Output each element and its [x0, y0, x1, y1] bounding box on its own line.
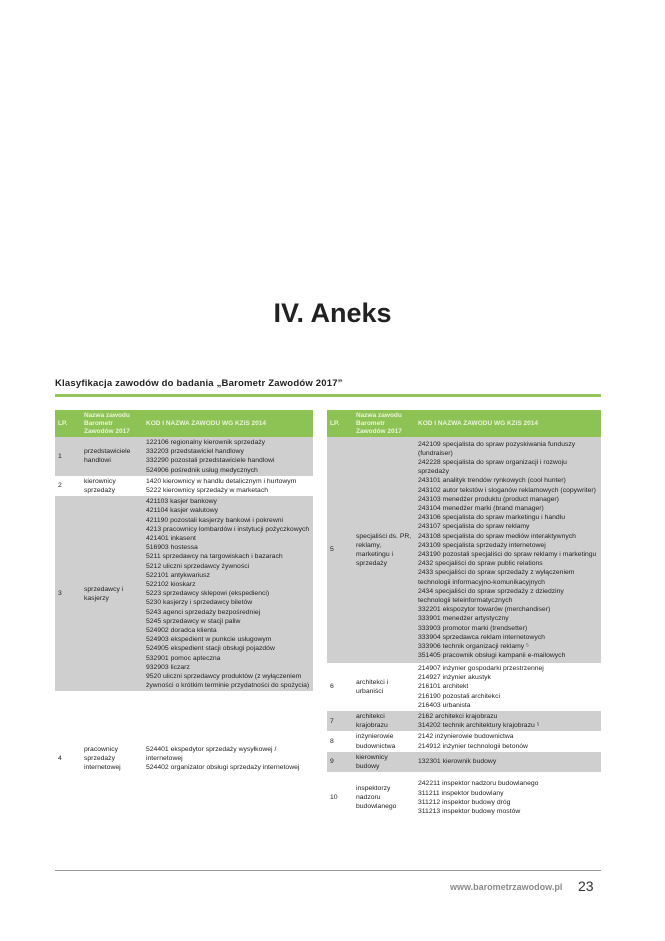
- occupation-code-line: 932903 liczarz: [146, 663, 190, 671]
- row-lp: 9: [327, 752, 353, 772]
- row-codes: [415, 772, 601, 824]
- table-header-row: [327, 410, 601, 437]
- table-row: [327, 772, 601, 824]
- row-occupation-name: sprzedawcy i kasjerzy: [81, 496, 143, 691]
- row-lp: 8: [327, 731, 353, 751]
- occupation-code-line: 5223 sprzedawcy sklepowi (ekspedienci): [146, 590, 270, 598]
- occupation-code-line: 243108 specjalista do spraw mediów interaktywnych: [418, 532, 576, 540]
- occupation-code-line: 243103 menedżer produktu (product manager): [418, 495, 559, 503]
- row-occupation-name: specjaliści ds. PR, reklamy, marketingu i sprzedaży: [353, 437, 415, 663]
- occupation-code-line: 311211 inspektor budowlany: [418, 789, 504, 797]
- occupation-code-line: 311213 inspektor budowy mostów: [418, 808, 521, 816]
- classification-table-right: [327, 410, 601, 824]
- row-lp: 3: [55, 496, 81, 691]
- row-occupation-name: pracownicy sprzedaży internetowej: [81, 691, 143, 825]
- occupation-code-line: 243104 menedżer marki (brand manager): [418, 504, 544, 512]
- occupation-code-line: 332203 przedstawiciel handlowy: [146, 448, 244, 456]
- row-codes: [415, 437, 601, 663]
- occupation-code-line: 5211 sprzedawcy na targowiskach i bazarach: [146, 553, 283, 561]
- occupation-code-line: 5243 agenci sprzedaży bezpośredniej: [146, 608, 261, 616]
- occupation-code-line: 243109 specjalista sprzedaży internetowej: [418, 541, 546, 549]
- page-title: IV. Aneks: [273, 298, 392, 328]
- table-row: [327, 711, 601, 731]
- occupation-code-line: 532901 pomoc apteczna: [146, 654, 221, 662]
- header-name: Nazwa zawodu Barometr Zawodów 2017: [353, 410, 415, 437]
- classification-table-left: [55, 410, 313, 825]
- table-row: [55, 496, 313, 691]
- row-codes: [143, 476, 313, 496]
- occupation-code-line: 5212 uliczni sprzedawcy żywności: [146, 562, 250, 570]
- header-codes: KOD I NAZWA ZAWODU WG KZiS 2014: [143, 410, 313, 437]
- table-row: [55, 476, 313, 496]
- table-caption: Klasyfikacja zawodów do badania „Barometr Zawodów 2017”: [55, 378, 343, 389]
- occupation-code-line: 5222 kierownicy sprzedaży w marketach: [146, 487, 269, 495]
- occupation-code-line: 2433 specjaliści do spraw sprzedaży z wyłączeniem technologii informacyjno-komunikacyjnych: [418, 569, 575, 586]
- occupation-code-line: 242228 specjalista do spraw organizacji i rozwoju sprzedaży: [418, 458, 567, 476]
- footer-divider: [55, 870, 601, 871]
- occupation-code-line: 2142 inżynierowie budownictwa: [418, 733, 514, 741]
- row-occupation-name: kierownicy sprzedaży: [81, 476, 143, 496]
- row-lp: 2: [55, 476, 81, 496]
- occupation-code-line: 214912 inżynier technologii betonów: [418, 742, 528, 750]
- occupation-code-line: 216403 urbanista: [418, 701, 471, 709]
- occupation-code-line: 132301 kierownik budowy: [418, 758, 497, 766]
- occupation-code-line: 5245 sprzedawcy w stacji paliw: [146, 617, 241, 625]
- row-occupation-name: architekci krajobrazu: [353, 711, 415, 731]
- header-lp: LP.: [55, 410, 81, 437]
- header-codes: KOD I NAZWA ZAWODU WG KZiS 2014: [415, 410, 601, 437]
- row-occupation-name: kierownicy budowy: [353, 752, 415, 772]
- table-header-row: [55, 410, 313, 437]
- row-lp: 6: [327, 663, 353, 711]
- occupation-code-line: 522102 kioskarz: [146, 581, 196, 589]
- table-row: [327, 663, 601, 711]
- row-lp: 1: [55, 437, 81, 476]
- occupation-code-line: 214927 inżynier akustyk: [418, 674, 491, 682]
- row-codes: [143, 691, 313, 825]
- row-occupation-name: architekci i urbaniści: [353, 663, 415, 711]
- occupation-code-line: 2434 specjaliści do spraw sprzedaży z dziedziny technologii teleinformatycznych: [418, 587, 564, 605]
- row-lp: 5: [327, 437, 353, 663]
- occupation-code-line: 351405 pracownik obsługi kampanii e-mailowych: [418, 652, 566, 660]
- occupation-code-line: 2162 architekci krajobrazu: [418, 713, 498, 721]
- occupation-code-line: 4213 pracownicy lombardów i instytucji pożyczkowych: [146, 525, 310, 533]
- table-row: [327, 752, 601, 772]
- occupation-code-line: 421401 inkasent: [146, 535, 196, 543]
- occupation-code-line: 421190 pozostali kasjerzy bankowi i pokrewni: [146, 516, 284, 524]
- occupation-code-line: 421103 kasjer bankowy: [146, 498, 217, 506]
- row-codes: [143, 496, 313, 691]
- occupation-code-line: 333903 promotor marki (trendsetter): [418, 624, 528, 632]
- occupation-code-line: 524906 pośrednik usług medycznych: [146, 466, 258, 474]
- occupation-code-line: 333901 menedżer artystyczny: [418, 615, 509, 623]
- row-codes: [415, 711, 601, 731]
- occupation-code-line: 333904 sprzedawca reklam internetowych: [418, 633, 545, 641]
- header-lp: LP.: [327, 410, 353, 437]
- occupation-code-line: 216101 architekt: [418, 683, 469, 691]
- occupation-code-line: 314202 technik architektury krajobrazu ⁵: [418, 722, 540, 730]
- occupation-code-line: 242211 inspektor nadzoru budowlanego: [418, 780, 539, 788]
- row-occupation-name: inżynierowie budownictwa: [353, 731, 415, 751]
- occupation-code-line: 243102 autor tekstów i sloganów reklamowych (copywriter): [418, 486, 596, 494]
- occupation-code-line: 524902 doradca klienta: [146, 627, 217, 635]
- occupation-code-line: 311212 inspektor budowy dróg: [418, 798, 511, 806]
- occupation-code-line: 522101 antykwariusz: [146, 571, 210, 579]
- row-occupation-name: przedstawiciele handlowi: [81, 437, 143, 476]
- row-codes: [415, 731, 601, 751]
- table-row: [55, 437, 313, 476]
- occupation-code-line: 524903 ekspedient w punkcie usługowym: [146, 636, 272, 644]
- occupation-code-line: 332201 ekspozytor towarów (merchandiser): [418, 606, 551, 614]
- occupation-code-line: 243190 pozostali specjaliści do spraw reklamy i marketingu: [418, 551, 597, 558]
- occupation-code-line: 1420 kierownicy w handlu detalicznym i hurtowym: [146, 477, 297, 485]
- divider: [55, 394, 601, 397]
- row-codes: [415, 752, 601, 772]
- footer-url[interactable]: www.barometrzawodow.pl: [450, 882, 563, 892]
- occupation-code-line: 243106 specjalista do spraw marketingu i handlu: [418, 514, 565, 522]
- page-number: 23: [578, 878, 594, 894]
- occupation-code-line: 243107 specjalista do spraw reklamy: [418, 523, 530, 531]
- occupation-code-line: 2432 specjaliści do spraw public relations: [418, 560, 543, 568]
- row-lp: 4: [55, 691, 81, 825]
- occupation-code-line: 332290 pozostali przedstawiciele handlowi: [146, 457, 275, 465]
- occupation-code-line: 242109 specjalista do spraw pozyskiwania funduszy (fundraiser): [418, 440, 576, 457]
- row-occupation-name: inspektorzy nadzoru budowlanego: [353, 772, 415, 824]
- occupation-code-line: 524402 organizator obsługi sprzedaży internetowej: [146, 764, 300, 772]
- row-codes: [415, 663, 601, 711]
- row-codes: [143, 437, 313, 476]
- table-row: [55, 691, 313, 825]
- occupation-code-line: 333906 technik organizacji reklamy ⁵: [418, 643, 529, 651]
- occupation-code-line: 5230 kasjerzy i sprzedawcy biletów: [146, 599, 253, 607]
- occupation-code-line: 216190 pozostali architekci: [418, 692, 500, 700]
- table-row: [327, 437, 601, 663]
- header-name: Nazwa zawodu Barometr Zawodów 2017: [81, 410, 143, 437]
- occupation-code-line: 243101 analityk trendów rynkowych (cool hunter): [418, 477, 566, 485]
- row-lp: 7: [327, 711, 353, 731]
- occupation-code-line: 524905 ekspedient stacji obsługi pojazdów: [146, 645, 275, 653]
- occupation-code-line: 516903 hostessa: [146, 544, 198, 552]
- occupation-code-line: 524401 ekspedytor sprzedaży wysyłkowej / internetowej: [146, 745, 277, 762]
- occupation-code-line: 214907 inżynier gospodarki przestrzennej: [418, 665, 544, 672]
- occupation-code-line: 421104 kasjer walutowy: [146, 507, 219, 515]
- occupation-code-line: 122106 regionalny kierownik sprzedaży: [146, 439, 266, 446]
- occupation-code-line: 9520 uliczni sprzedawcy produktów (z wyłączeniem żywności o krótkim terminie przydatności do spożycia): [146, 673, 310, 690]
- row-lp: 10: [327, 772, 353, 824]
- table-row: [327, 731, 601, 751]
